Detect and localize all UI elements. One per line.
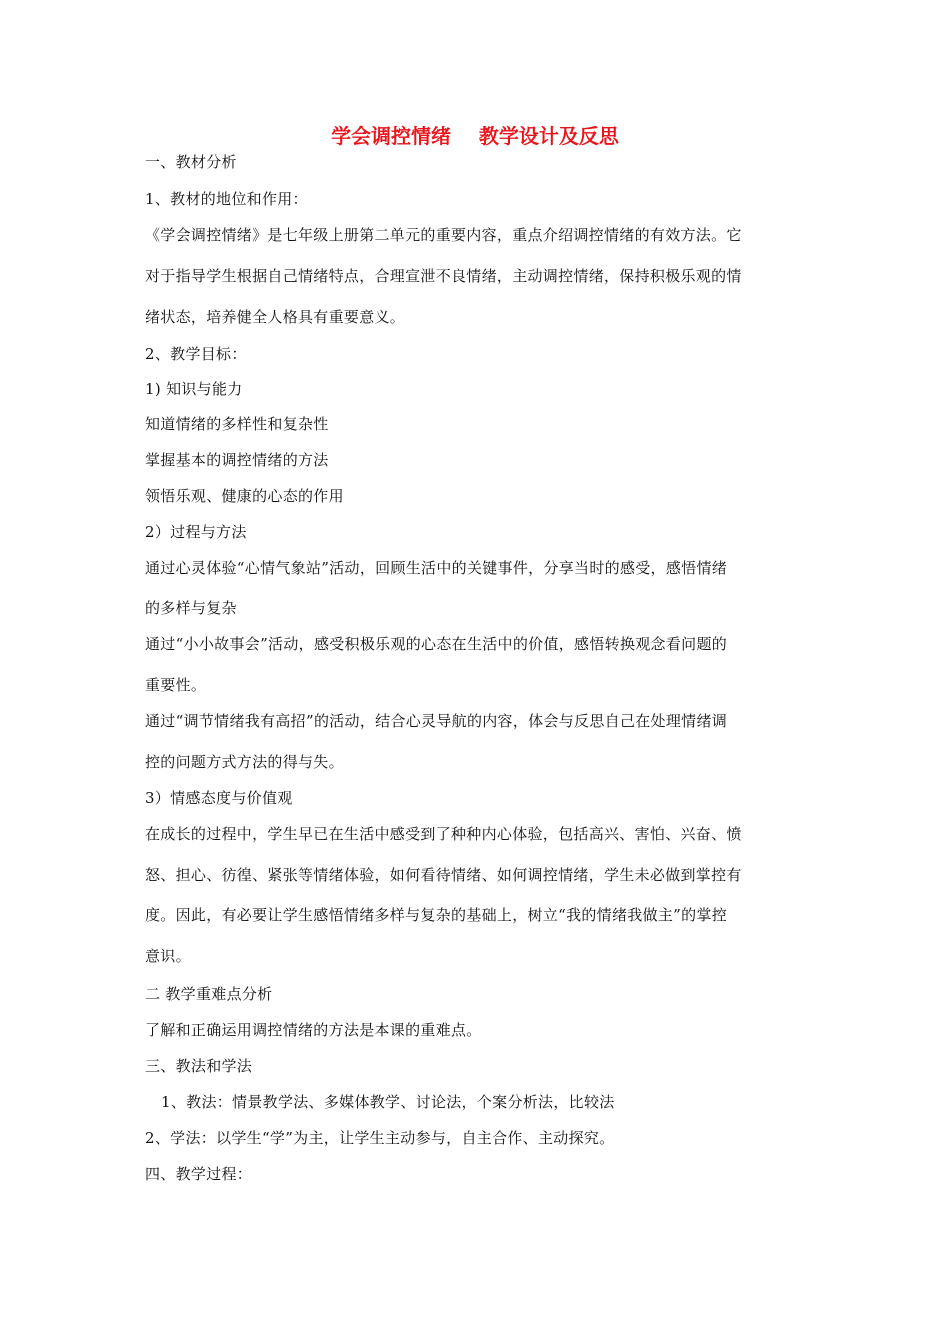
paragraph-line: 绪状态，培养健全人格具有重要意义。 xyxy=(145,308,406,326)
subheading-textbook-role: 1、教材的地位和作用： xyxy=(145,190,308,208)
paragraph-line: 领悟乐观、健康的心态的作用 xyxy=(145,487,344,505)
subheading-attitude-values: 3）情感态度与价值观 xyxy=(145,789,293,807)
paragraph-line: 《学会调控情绪》是七年级上册第二单元的重要内容，重点介绍调控情绪的有效方法。它 xyxy=(145,226,742,244)
paragraph-line: 的多样与复杂 xyxy=(145,599,237,617)
paragraph-line: 通过“小小故事会”活动，感受积极乐观的心态在生活中的价值，感悟转换观念看问题的 xyxy=(145,635,728,653)
paragraph-line: 了解和正确运用调控情绪的方法是本课的重难点。 xyxy=(145,1021,482,1039)
paragraph-line: 在成长的过程中，学生早已在生活中感受到了种种内心体验，包括高兴、害怕、兴奋、愤 xyxy=(145,825,742,843)
subheading-knowledge-ability: 1) 知识与能力 xyxy=(145,380,243,398)
section-heading-textbook-analysis: 一、教材分析 xyxy=(145,153,237,171)
paragraph-line: 1、教法：情景教学法、多媒体教学、讨论法，个案分析法，比较法 xyxy=(161,1093,615,1111)
paragraph-line: 通过“调节情绪我有高招”的活动，结合心灵导航的内容，体会与反思自己在处理情绪调 xyxy=(145,712,728,730)
section-heading-key-points: 二 教学重难点分析 xyxy=(145,985,273,1003)
paragraph-line: 怒、担心、彷徨、紧张等情绪体验，如何看待情绪、如何调控情绪，学生未必做到掌控有 xyxy=(145,866,742,884)
paragraph-line: 通过心灵体验“心情气象站”活动，回顾生活中的关键事件，分享当时的感受，感悟情绪 xyxy=(145,559,728,577)
subheading-teaching-goals: 2、教学目标： xyxy=(145,345,247,363)
section-heading-teaching-process: 四、教学过程： xyxy=(145,1165,253,1183)
paragraph-line: 掌握基本的调控情绪的方法 xyxy=(145,451,329,469)
paragraph-line: 度。因此，有必要让学生感悟情绪多样与复杂的基础上，树立“我的情绪我做主”的掌控 xyxy=(145,906,728,924)
paragraph-line: 重要性。 xyxy=(145,676,207,694)
subheading-process-method: 2）过程与方法 xyxy=(145,523,247,541)
paragraph-line: 意识。 xyxy=(145,947,191,965)
document-title: 学会调控情绪 教学设计及反思 xyxy=(331,124,619,148)
paragraph-line: 知道情绪的多样性和复杂性 xyxy=(145,415,329,433)
paragraph-line: 控的问题方式方法的得与失。 xyxy=(145,753,344,771)
paragraph-line: 2、学法：以学生“学”为主，让学生主动参与，自主合作、主动探究。 xyxy=(145,1129,615,1147)
section-heading-methods: 三、教法和学法 xyxy=(145,1057,253,1075)
paragraph-line: 对于指导学生根据自己情绪特点，合理宣泄不良情绪，主动调控情绪，保持积极乐观的情 xyxy=(145,267,742,285)
